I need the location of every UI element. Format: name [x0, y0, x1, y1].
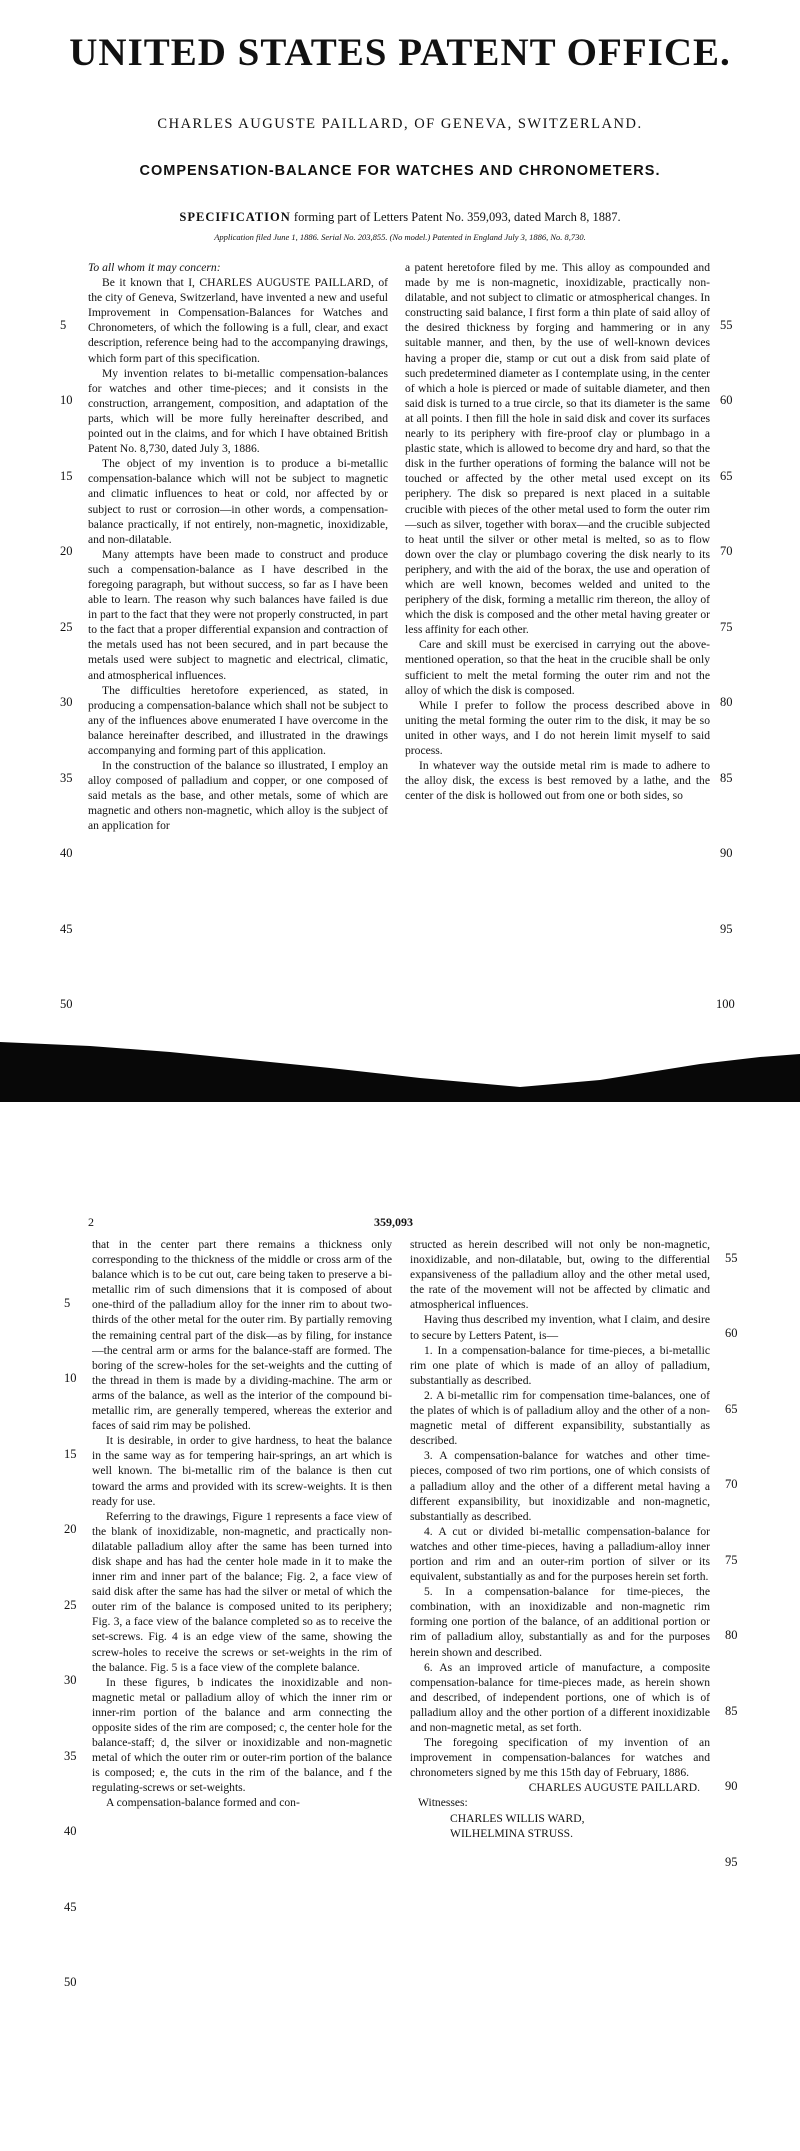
- paragraph: The object of my invention is to produce a bi-metallic compensation-balance which will not be subject to magnetic and climatic influences to heat or cold, nor affected by or subject to rust or corrosion—in other words, a compensation-balance practically, if not entirely, non-magnetic, inoxidizable, and non-dilatable.: [88, 457, 388, 546]
- paragraph: Care and skill must be exercised in carrying out the above-mentioned operation, so that the heat in the crucible shall be only sufficient to melt the metal forming the outer rim and not the alloy of which the disk is composed.: [405, 638, 710, 697]
- line-number: 40: [64, 1824, 77, 1838]
- line-number: 50: [64, 1975, 77, 1989]
- line-number: 30: [64, 1673, 77, 1687]
- specification-line: [0, 210, 800, 225]
- line-number: 90: [720, 846, 733, 860]
- line-number: 95: [720, 922, 733, 936]
- paragraph: Be it known that I, CHARLES AUGUSTE PAILLARD, of the city of Geneva, Switzerland, have invented a new and useful Improvement in Compensation-Balances for Watches and Chronometers, of which the following is a full, clear, and exact description, reference being had to the accompanying drawings, which form part of this specification.: [88, 276, 388, 365]
- line-number: 10: [64, 1371, 77, 1385]
- line-number: 100: [716, 997, 735, 1011]
- line-number: 70: [720, 544, 733, 558]
- claim: 6. As an improved article of manufacture, a composite compensation-balance for time-pieces made, as herein shown and described, of independent portions, one of which is of palladium alloy and the other portion of a different inoxidizable and non-magnetic metal, as set forth.: [410, 1660, 710, 1734]
- line-number: 60: [720, 393, 733, 407]
- line-number: 45: [64, 1900, 77, 1914]
- inventor-line: CHARLES AUGUSTE PAILLARD, OF GENEVA, SWITZERLAND.: [157, 116, 643, 132]
- witness-name: WILHELMINA STRUSS.: [450, 1826, 574, 1840]
- line-number: 55: [720, 318, 733, 332]
- office-masthead: UNITED STATES PATENT OFFICE.: [69, 31, 731, 74]
- line-number: 5: [64, 1296, 71, 1310]
- paragraph: The foregoing specification of my invention of an improvement in compensation-balances for watches and chronometers signed by me this 15th day of February, 1886.: [410, 1736, 710, 1780]
- paragraph: A compensation-balance formed and con-: [106, 1796, 300, 1810]
- line-number: 75: [720, 620, 733, 634]
- paragraph: In these figures, b indicates the inoxidizable and non-magnetic metal or palladium alloy of which the inner rim or inner-rim portion of the balance and arm connecting the opposite sides of the rim are composed; c, the center hole for the balance-staff; d, the silver or inoxidizable and non-magnetic metal of which the outer rim or outer-rim portion of the balance is composed; e, the cuts in the rim of the balance, and f the regulating-screws or set-weights.: [92, 1675, 392, 1795]
- specification-text: forming part of Letters Patent No. 359,093, dated March 8, 1887.: [293, 210, 621, 224]
- line-number: 20: [64, 1522, 77, 1536]
- page2-right-column: [410, 1237, 710, 1841]
- torn-page-edge: [0, 1032, 800, 1115]
- specification-label: SPECIFICATION: [179, 210, 291, 224]
- line-number: 25: [64, 1598, 77, 1612]
- line-number: 10: [60, 393, 73, 407]
- witness-name: CHARLES WILLIS WARD,: [450, 1811, 585, 1825]
- page1-left-column: [88, 260, 388, 834]
- line-number: 45: [60, 922, 73, 936]
- paragraph: While I prefer to follow the process described above in uniting the metal forming the outer rim to the disk, it may be so united in other ways, and I do not herein limit myself to said process.: [405, 698, 710, 757]
- line-number: 25: [60, 620, 73, 634]
- salutation: To all whom it may concern:: [88, 261, 221, 274]
- line-number: 35: [64, 1749, 77, 1763]
- line-number: 65: [720, 469, 733, 483]
- paragraph: The difficulties heretofore experienced, as stated, in producing a compensation-balance which shall not be subject to any of the influences above enumerated I have overcome in the balance hereinafter described, and illustrated in the drawings accompanying and forming part of this application.: [88, 683, 388, 757]
- witnesses-label: Witnesses:: [418, 1796, 468, 1810]
- patent-number: 359,093: [374, 1215, 413, 1229]
- line-number: 95: [725, 1855, 738, 1869]
- page2-left-column: [92, 1237, 392, 1811]
- paragraph: a patent heretofore filed by me. This alloy as compounded and made by me is non-magnetic, inoxidizable, practically non-dilatable, and not subject to climatic or atmospherical changes. In constructing said balance, I first form a thin plate of said alloy of the desired thickness by forging and hammering or in any suitable manner, and then, by the use of well-known devices having a proper die, stamp or cut out a disk from said plate of such predetermined diameter as I contemplate using, in the center of which a hole is pierced or made of suitable diameter, and then said disk is turned to a true circle, so that its diameter is the same at all points. I then fill the hole in said disk and cover its surfaces nearly to its periphery with fire-proof clay or plumbago in a plastic state, which is allowed to become dry and hard, so that the disk in the further operations of forming the balance will not be touched or affected by the other metal used except on its periphery. The disk so prepared is next placed in a suitable crucible with pieces of the other metal used to form the outer rim—such as silver, together with borax—and the crucible subjected to heat until the silver or other metal is melted, so as to flow down over the clay or plumbago covering the disk nearly to its periphery, and with the aid of the borax, the use and operation of which are well known, becomes welded and united to the periphery of the disk, forming a metallic rim thereon, the alloy of which the disk is composed and the other metal having greater or less affinity for each other.: [405, 261, 710, 637]
- application-line: Application filed June 1, 1886. Serial No. 203,855. (No model.) Patented in England July 3, 1886, No. 8,730.: [214, 232, 586, 242]
- paragraph: Many attempts have been made to construct and produce such a compensation-balance as I have described in the foregoing paragraph, but without success, so far as I have been able to learn. The reason why such balances have failed is due in part to the fact that they were not properly constructed, in part to the fact that a proper differential expansion and contraction of the metals used has not been secured, and in part because the metals used were subject to magnetic and electrical, climatic, and atmospherical influences.: [88, 547, 388, 682]
- paragraph: In whatever way the outside metal rim is made to adhere to the alloy disk, the excess is best removed by a lathe, and the center of the disk is hollowed out from one or both sides, so: [405, 759, 710, 803]
- line-number: 80: [720, 695, 733, 709]
- claim: 2. A bi-metallic rim for compensation time-balances, one of the plates of which is of palladium alloy and the other of a non-magnetic metal of different expansibility, substantially as described.: [410, 1388, 710, 1448]
- line-number: 50: [60, 997, 73, 1011]
- paragraph: that in the center part there remains a thickness only corresponding to the thickness of the middle or cross arm of the balance which is to be cut out, care being taken to preserve a bi-metallic rim of such dimensions that it is composed of about one-third of the palladium alloy for the inner rim to about two-thirds of the other metal for the outer rim. By partially removing the remaining central part of the disk—as by filing, for instance—the central arm or arms for the balance-staff are formed. The boring of the screw-holes for the set-weights and the cutting of the thread in them is made by a dividing-machine. The arm or arms of the balance, as well as the interior of the compound bi-metallic rim, are generally tempered, whereas the exterior and faces of said rim may be polished.: [92, 1238, 392, 1433]
- line-number: 20: [60, 544, 73, 558]
- line-number: 30: [60, 695, 73, 709]
- line-number: 35: [60, 771, 73, 785]
- patent-title: COMPENSATION-BALANCE FOR WATCHES AND CHRONOMETERS.: [139, 163, 661, 179]
- paragraph: In the construction of the balance so illustrated, I employ an alloy composed of palladium and copper, or one composed of said metals as the base, and other metals, some of which are magnetic and others non-magnetic, which alloy is the subject of an application for: [88, 759, 388, 833]
- paragraph: Having thus described my invention, what I claim, and desire to secure by Letters Patent, is—: [410, 1313, 710, 1342]
- line-number: 90: [725, 1779, 738, 1793]
- page1-right-column: [405, 260, 710, 803]
- page-number: 2: [88, 1215, 94, 1229]
- line-number: 40: [60, 846, 73, 860]
- claim: 5. In a compensation-balance for time-pieces, the combination, with an inoxidizable and non-magnetic rim forming one portion of the balance, of an additional portion or rim of palladium alloy, substantially as and for the purposes herein shown and described.: [410, 1585, 710, 1659]
- patent-page-2: [0, 1115, 800, 2151]
- line-number: 15: [64, 1447, 77, 1461]
- line-number: 55: [725, 1251, 738, 1265]
- paragraph: Referring to the drawings, Figure 1 represents a face view of the blank of inoxidizable, non-magnetic, and practically non-dilatable palladium alloy after the same has been turned into disk shape and has had the center hole made in it to make the inner rim and inner part of the balance; Fig. 2, a face view of said disk after the same has had the silver or metal of which the outer rim of the balance is composed united to its periphery; Fig. 3, a face view of the balance completed so as to receive the set-screws. Fig. 4 is an edge view of the same, showing the screw-holes to receive the screws or set-weights in the rim of the balance. Fig. 5 is a face view of the complete balance.: [92, 1509, 392, 1674]
- line-number: 75: [725, 1553, 738, 1567]
- inventor-signature: CHARLES AUGUSTE PAILLARD.: [528, 1781, 700, 1795]
- line-number: 15: [60, 469, 73, 483]
- line-number: 85: [720, 771, 733, 785]
- claim: 4. A cut or divided bi-metallic compensation-balance for watches and other time-pieces, having a palladium-alloy inner portion and rim and an outer-rim portion of silver or its equivalent, substantially as and for the purposes herein set forth.: [410, 1524, 710, 1584]
- line-number: 85: [725, 1704, 738, 1718]
- line-number: 5: [60, 318, 67, 332]
- line-number: 60: [725, 1326, 738, 1340]
- claim: 1. In a compensation-balance for time-pieces, a bi-metallic rim one plate of which is made of an alloy of palladium, substantially as described.: [410, 1343, 710, 1387]
- paragraph: It is desirable, in order to give hardness, to heat the balance in the same way as for tempering hair-springs, an art which is well known. The bi-metallic rim of the balance is then cut toward the arms and provided with its screw-weights. It is then ready for use.: [92, 1434, 392, 1508]
- line-number: 65: [725, 1402, 738, 1416]
- paragraph: My invention relates to bi-metallic compensation-balances for watches and other time-pieces; and it consists in the construction, arrangement, composition, and adaptation of the parts, which will be more fully hereinafter described, and pointed out in the claims, and for which I have obtained British Patent No. 8,730, dated July 3, 1886.: [88, 366, 388, 456]
- line-number: 70: [725, 1477, 738, 1491]
- claim: 3. A compensation-balance for watches and other time-pieces, composed of two rim portions, one of which consists of a palladium alloy and the other of a different metal having a different expansibility, but inoxidizable and non-magnetic, substantially as described.: [410, 1449, 710, 1523]
- line-number: 80: [725, 1628, 738, 1642]
- paragraph: structed as herein described will not only be non-magnetic, inoxidizable, and non-dilatable, but, owing to the differential expansiveness of the palladium alloy and the other metal used, the rate of the movement will not be affected by climatic and atmospherical influences.: [410, 1238, 710, 1312]
